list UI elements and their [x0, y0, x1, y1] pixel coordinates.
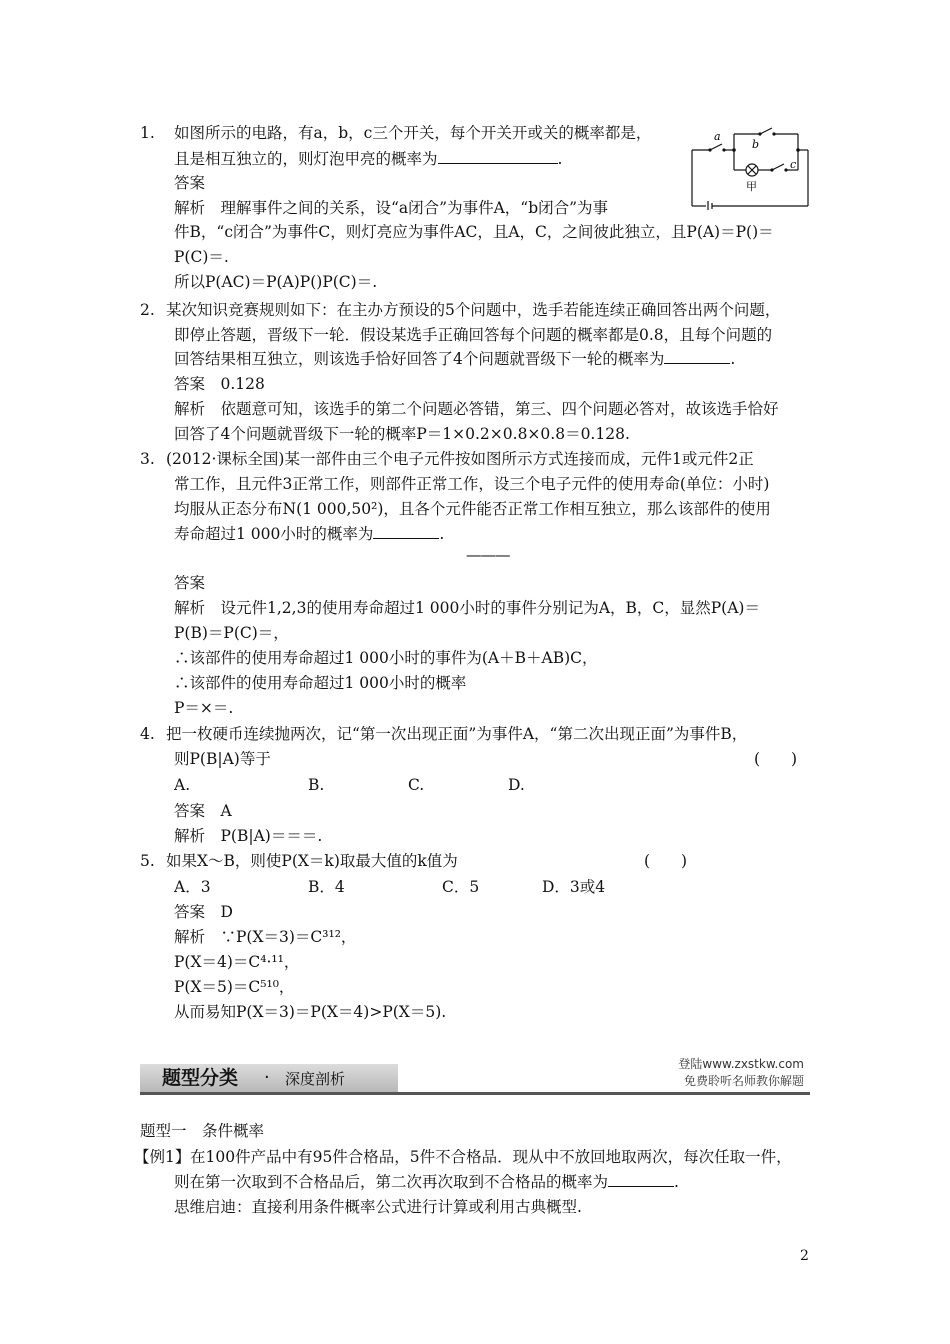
q4-number: 4.: [140, 725, 155, 743]
q3-explanation-line2: P(B)＝P(C)＝，: [174, 624, 289, 642]
q5-number: 5.: [140, 852, 155, 870]
q1-answer: 答案: [174, 174, 206, 192]
q3-stem-line4: 寿命超过1 000小时的概率为 .: [174, 525, 445, 543]
q3-explanation-line1: 解析 设元件1,2,3的使用寿命超过1 000小时的事件分别记为A，B，C，显然P(A)＝: [174, 599, 760, 617]
q3-stem-line2: 常工作，且元件3正常工作，则部件正常工作，设三个电子元件的使用寿命(单位：小时): [174, 475, 770, 493]
q2-answer: 答案 0.128: [174, 375, 265, 393]
q3-number: 3.: [140, 450, 155, 468]
q1-explanation-line2: 件B，“c闭合”为事件C，则灯亮应为事件AC，且A，C，之间彼此独立，且P(A)＝P()＝: [174, 223, 774, 241]
q4-explanation: 解析 P(B|A)＝＝＝.: [174, 827, 323, 845]
q4-option-a: A.: [174, 776, 191, 794]
q3-explanation-line4: ∴该部件的使用寿命超过1 000小时的概率: [174, 674, 467, 692]
q4-option-d: D.: [508, 776, 525, 794]
q3-stem-line3: 均服从正态分布N(1 000,50²)，且各个元件能否正常工作相互独立，那么该部件的使用: [174, 500, 771, 518]
banner-dot: ·: [264, 1067, 270, 1088]
q1-explanation-line4: 所以P(AC)＝P(A)P()P(C)＝.: [174, 273, 378, 291]
banner-slogan: 免费聆听名师教你解题: [683, 1074, 804, 1088]
q5-stem: 如果X～B，则使P(X＝k)取最大值的k值为: [166, 852, 458, 870]
q1-explanation-line3: P(C)＝.: [174, 248, 229, 266]
q1-explanation-line1: 解析 理解事件之间的关系，设“a闭合”为事件A，“b闭合”为事: [174, 199, 609, 217]
banner-subtitle: 深度剖析: [285, 1070, 346, 1088]
section-heading: 题型一 条件概率: [140, 1122, 265, 1140]
q4-option-b: B.: [308, 776, 325, 794]
example-hint: 思维启迪：直接利用条件概率公式进行计算或利用古典概型.: [174, 1198, 582, 1216]
q5-explanation-line4: 从而易知P(X＝3)＝P(X＝4)>P(X＝5).: [174, 1003, 447, 1021]
q1-stem-line1: 如图所示的电路，有a，b，c三个开关，每个开关开或关的概率都是，: [174, 124, 652, 142]
q4-stem-line2: 则P(B|A)等于: [174, 750, 271, 768]
answer-blank: [373, 524, 439, 539]
switch-a-label: a: [714, 130, 721, 143]
switch-c-label: c: [790, 158, 797, 171]
page-number: 2: [800, 1248, 809, 1264]
q5-option-c: C．5: [442, 878, 480, 896]
q5-explanation-line1: 解析 ∵P(X＝3)＝C³¹²，: [174, 928, 357, 946]
switch-b-label: b: [752, 138, 760, 151]
q2-stem-line3: 回答结果相互独立，则该选手恰好回答了4个问题就晋级下一轮的概率为 .: [174, 350, 736, 368]
q3-answer: 答案: [174, 574, 206, 592]
example-line1: 在100件产品中有95件合格品，5件不合格品．现从中不放回地取两次，每次任取一件，: [190, 1148, 792, 1166]
q5-option-d: D．3或4: [542, 878, 606, 896]
q3-dash: ———: [466, 546, 510, 564]
answer-blank: [438, 149, 558, 164]
circuit-diagram: [688, 126, 814, 210]
q2-stem-line2: 即停止答题，晋级下一轮．假设某选手正确回答每个问题的概率都是0.8，且每个问题的: [174, 326, 773, 344]
q3-explanation-line5: P＝×＝.: [174, 699, 234, 717]
q5-option-b: B．4: [308, 878, 345, 896]
q4-answer-bracket: ( ): [754, 750, 798, 768]
q1-number: 1.: [140, 124, 155, 142]
banner-title: 题型分类: [162, 1067, 239, 1089]
q4-stem-line1: 把一枚硬币连续抛两次，记“第一次出现正面”为事件A，“第二次出现正面”为事件B，: [166, 725, 748, 743]
q4-option-c: C.: [408, 776, 425, 794]
q5-answer-bracket: ( ): [644, 852, 688, 870]
q2-explanation-line1: 解析 依题意可知，该选手的第二个问题必答错，第三、四个问题必答对，故该选手恰好: [174, 400, 779, 418]
q3-stem-line1: (2012·课标全国)某一部件由三个电子元件按如图所示方式连接而成，元件1或元件2正: [166, 450, 754, 468]
lamp-label: 甲: [746, 180, 757, 193]
q5-explanation-line2: P(X＝4)＝C⁴·¹¹，: [174, 953, 300, 971]
q5-answer: 答案 D: [174, 903, 233, 921]
example-label: 【例1】: [134, 1148, 191, 1166]
answer-blank: [664, 349, 730, 364]
example-line2: 则在第一次取到不合格品后，第二次再次取到不合格品的概率为 .: [174, 1173, 679, 1191]
q5-explanation-line3: P(X＝5)＝C⁵¹⁰，: [174, 978, 295, 996]
section-banner: [140, 1058, 810, 1098]
q1-stem-line2: 且是相互独立的，则灯泡甲亮的概率为 .: [174, 150, 563, 168]
banner-site-link[interactable]: 登陆www.zxstkw.com: [678, 1057, 804, 1071]
q5-option-a: A．3: [174, 878, 211, 896]
q4-answer: 答案 A: [174, 802, 232, 820]
q2-stem-line1: 某次知识竞赛规则如下：在主办方预设的5个问题中，选手若能连续正确回答出两个问题，: [166, 301, 781, 319]
banner-rule: [140, 1092, 810, 1095]
q3-explanation-line3: ∴该部件的使用寿命超过1 000小时的事件为(A＋B＋AB)C，: [174, 649, 598, 667]
q2-number: 2.: [140, 301, 155, 319]
q2-explanation-line2: 回答了4个问题就晋级下一轮的概率P＝1×0.2×0.8×0.8＝0.128.: [174, 425, 630, 443]
answer-blank: [608, 1172, 674, 1187]
